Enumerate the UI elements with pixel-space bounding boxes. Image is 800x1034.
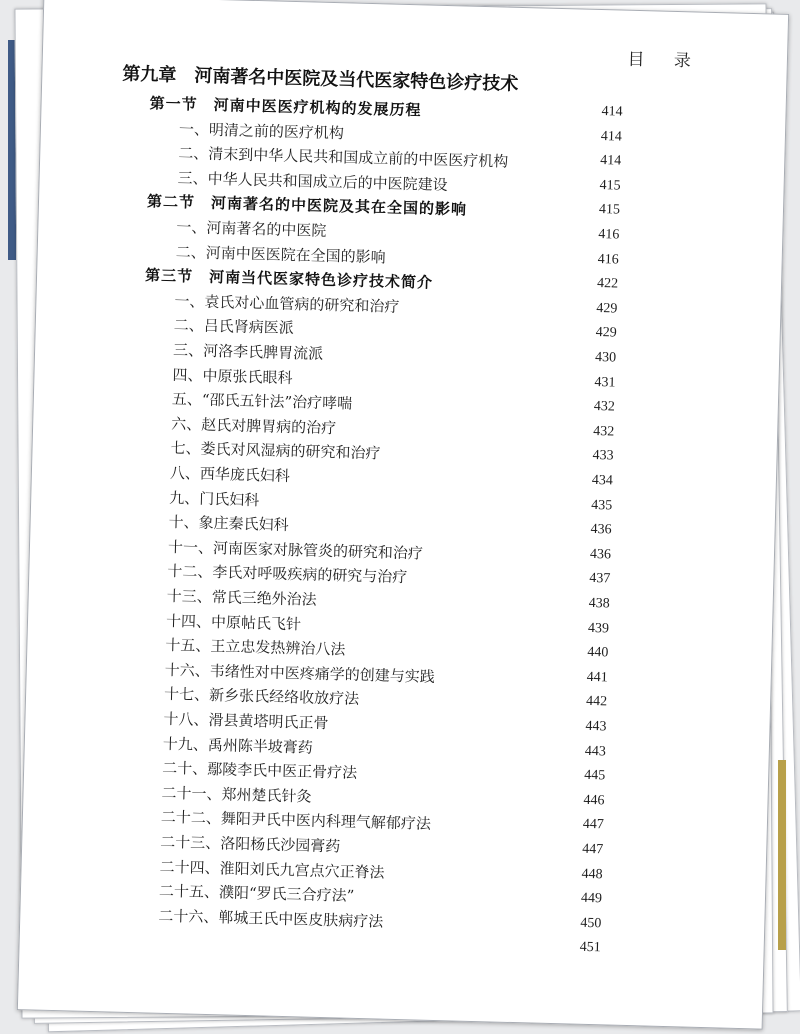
toc-entry-text: 二十五、濮阳“罗氏三合疗法” (158, 881, 355, 906)
toc-page-number: 446 (583, 792, 605, 809)
toc-page-number: 441 (586, 669, 608, 686)
toc-page-number: 443 (585, 718, 607, 735)
toc-entry-text: 十一、河南医家对脉管炎的研究和治疗 (167, 537, 424, 563)
toc-page-number: 432 (593, 399, 616, 415)
toc-entry-text: 二十四、淮阳刘氏九宫点穴正脊法 (159, 857, 385, 882)
toc-entry-text: 二十、鄢陵李氏中医正骨疗法 (161, 758, 358, 783)
toc-entry-text: 十八、滑县黄塔明氏正骨 (163, 709, 329, 733)
toc-entry-text: 六、赵氏对脾胃病的治疗 (170, 414, 337, 438)
toc-entry-text: 二、河南中医医院在全国的影响 (175, 242, 386, 267)
toc-page (17, 0, 789, 1030)
toc-page-number: 434 (591, 472, 614, 489)
toc-entry-text: 二、清末到中华人民共和国成立前的中医医疗机构 (178, 144, 509, 171)
toc-entry-text: 一、河南著名的中医院 (176, 217, 327, 240)
toc-entry-text: 七、娄氏对风湿病的研究和治疗 (170, 439, 381, 463)
toc-page-number: 438 (588, 595, 610, 612)
toc-entry-text: 四、中原张氏眼科 (172, 365, 293, 387)
toc-page-number: 451 (579, 940, 601, 956)
toc-entry-text: 一、袁氏对心血管病的研究和治疗 (174, 291, 400, 316)
toc-page-number: 448 (581, 866, 603, 882)
toc-entry-text: 第二节 河南著名的中医院及其在全国的影响 (146, 192, 468, 219)
toc-page-number: 415 (599, 177, 621, 194)
toc-page-number: 415 (598, 202, 621, 218)
toc-entry-text: 十五、王立忠发热辨治八法 (165, 636, 346, 659)
toc-entry-text: 十、象庄秦氏妇科 (168, 513, 289, 535)
toc-page-number: 436 (590, 522, 612, 538)
toc-entry-text: 十九、禹州陈半坡膏药 (162, 734, 314, 757)
toc-page-number: 431 (594, 374, 616, 391)
page-stack-edge-gold (778, 760, 786, 950)
toc-page-number: 443 (584, 743, 606, 759)
toc-page-number: 430 (594, 349, 617, 366)
toc-entry-text: 十四、中原帖氏飞针 (165, 611, 302, 633)
toc-entry-text: 二十二、舞阳尹氏中医内科理气解郁疗法 (160, 808, 432, 834)
toc-page-number: 439 (587, 620, 610, 637)
toc-page-number: 442 (585, 694, 608, 710)
toc-page-number: 414 (601, 104, 623, 120)
toc-page-number: 414 (600, 153, 622, 169)
toc-entry-text: 第一节 河南中医医疗机构的发展历程 (149, 94, 422, 120)
toc-page-number: 437 (589, 571, 611, 587)
toc-entry-text: 二十三、洛阳杨氏沙园膏药 (160, 832, 341, 856)
toc-entry-text: 三、中华人民共和国成立后的中医院建设 (177, 168, 448, 194)
toc-entry-text: 五、“邵氏五针法”治疗哮喘 (171, 390, 353, 413)
toc-page-number: 432 (592, 423, 615, 440)
toc-entry-text: 二十六、郸城王氏中医皮肤病疗法 (158, 906, 384, 931)
toc-page-number: 429 (596, 300, 618, 317)
toc-page-number: 416 (598, 227, 620, 243)
toc-page-number: 440 (587, 645, 609, 661)
page-header: 目 录 (627, 49, 704, 72)
toc-page-number: 436 (589, 546, 612, 563)
toc-entry-text: 二十一、郑州楚氏针灸 (161, 783, 312, 806)
toc-page-number: 445 (583, 768, 606, 784)
toc-entry-text: 十七、新乡张氏经络收放疗法 (163, 685, 360, 709)
toc-entry-text: 九、门氏妇科 (169, 488, 260, 509)
toc-page-number: 447 (582, 817, 605, 833)
toc-page-number: 429 (595, 325, 617, 341)
toc-page-number: 433 (592, 448, 614, 464)
toc-page-number: 435 (591, 497, 613, 514)
toc-page-number: 449 (580, 890, 603, 907)
toc-entry-text: 十六、韦绪性对中医疼痛学的创建与实践 (164, 660, 435, 686)
toc-page-number: 422 (596, 276, 619, 292)
toc-entry-text: 十三、常氏三绝外治法 (166, 586, 317, 609)
toc-page-number: 414 (600, 128, 623, 145)
toc-entry-text: 二、吕氏肾病医派 (173, 316, 295, 338)
toc-page-number: 416 (597, 251, 619, 268)
toc-entry-text: 十二、李氏对呼吸疾病的研究与治疗 (167, 562, 408, 587)
toc-page-number: 447 (582, 841, 604, 858)
toc-entry-text: 八、西华庞氏妇科 (169, 463, 291, 486)
chapter-title: 第九章 河南著名中医院及当代医家特色诊疗技术 (122, 63, 519, 95)
toc-page-number: 450 (580, 915, 602, 932)
toc-entry-text: 第三节 河南当代医家特色诊疗技术简介 (144, 266, 434, 292)
toc-entry-text: 三、河洛李氏脾胃流派 (172, 340, 324, 363)
toc-entry-text: 一、明清之前的医疗机构 (178, 119, 345, 142)
